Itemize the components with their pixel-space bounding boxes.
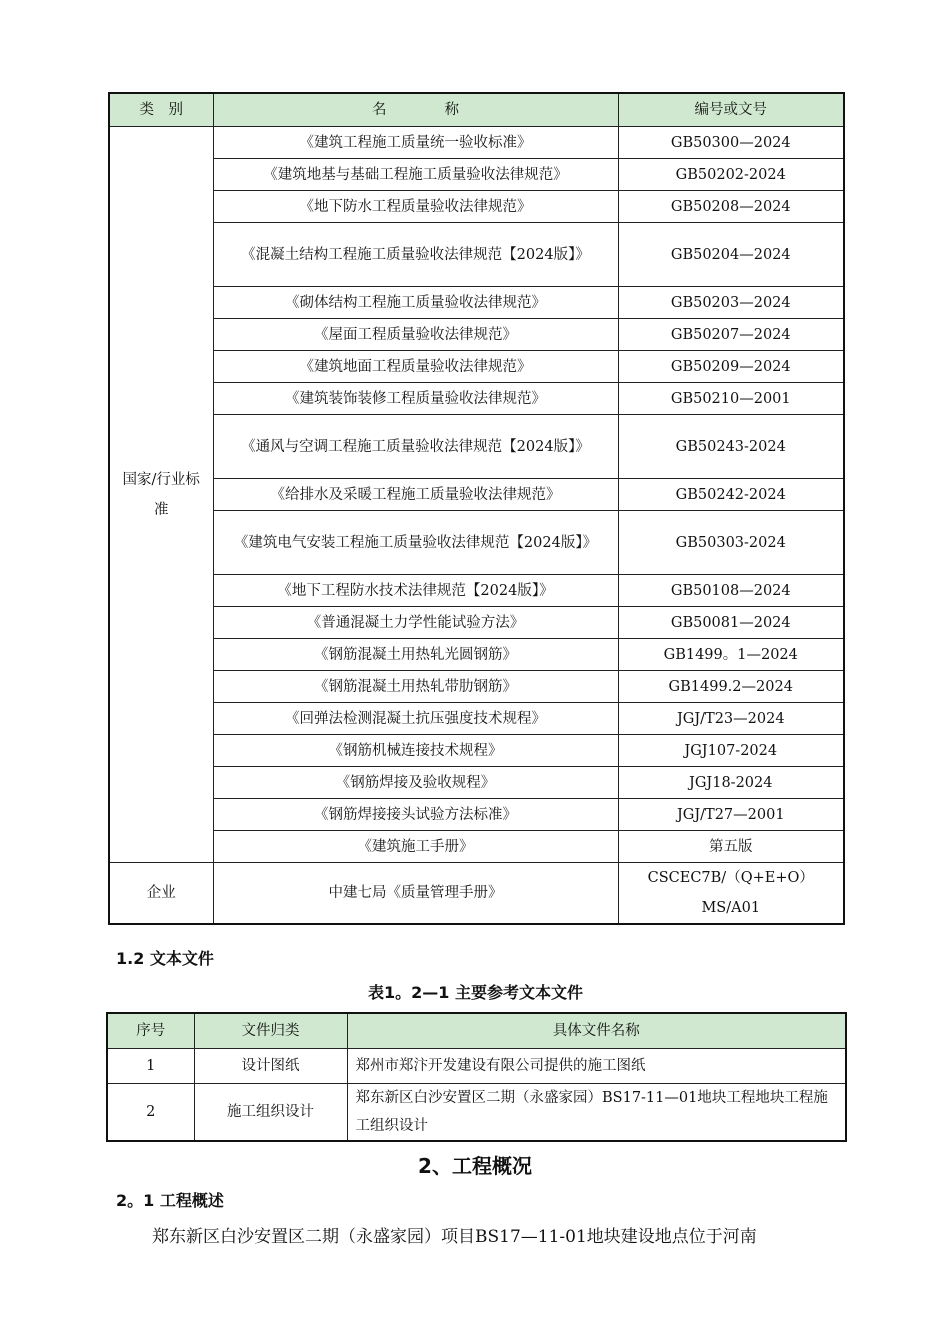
doc-no: 1 xyxy=(107,1049,194,1084)
standard-code: CSCEC7B/（Q+E+O）MS/A01 xyxy=(618,863,844,925)
standard-name: 《建筑装饰装修工程质量验收法律规范》 xyxy=(213,383,618,415)
standard-name: 《钢筋混凝土用热轧带肋钢筋》 xyxy=(213,671,618,703)
standard-name: 中建七局《质量管理手册》 xyxy=(213,863,618,925)
header-doc-category: 文件归类 xyxy=(194,1013,347,1049)
standard-name: 《建筑施工手册》 xyxy=(213,831,618,863)
standard-code: GB50207—2024 xyxy=(618,319,844,351)
standard-name: 《钢筋焊接接头试验方法标准》 xyxy=(213,799,618,831)
table-header-row xyxy=(109,93,844,127)
table-row xyxy=(109,159,844,191)
section-heading-1-2: 1.2 文本文件 xyxy=(116,949,214,968)
standard-code: JGJ/T27—2001 xyxy=(618,799,844,831)
section-heading-2-1: 2。1 工程概述 xyxy=(116,1191,224,1210)
standard-name: 《建筑电气安装工程施工质量验收法律规范【2024版】》 xyxy=(213,511,618,575)
standard-code: GB50303-2024 xyxy=(618,511,844,575)
table-row xyxy=(109,127,844,159)
table-caption: 表1。2—1 主要参考文本文件 xyxy=(368,983,583,1002)
table-row xyxy=(109,383,844,415)
standard-name: 《钢筋混凝土用热轧光圆钢筋》 xyxy=(213,639,618,671)
doc-name: 郑州市郑汴开发建设有限公司提供的施工图纸 xyxy=(347,1049,846,1084)
standards-table xyxy=(108,92,845,925)
standard-name: 《混凝土结构工程施工质量验收法律规范【2024版】》 xyxy=(213,223,618,287)
table-row xyxy=(109,703,844,735)
category-enterprise: 企业 xyxy=(109,863,213,925)
standard-code: GB1499.2—2024 xyxy=(618,671,844,703)
table-row-enterprise xyxy=(109,863,844,925)
reference-docs-table xyxy=(106,1012,847,1142)
standard-code: GB50209—2024 xyxy=(618,351,844,383)
standard-name: 《建筑工程施工质量统一验收标准》 xyxy=(213,127,618,159)
standard-code: GB50204—2024 xyxy=(618,223,844,287)
standard-name: 《屋面工程质量验收法律规范》 xyxy=(213,319,618,351)
header-code: 编号或文号 xyxy=(618,93,844,127)
standard-code: GB50108—2024 xyxy=(618,575,844,607)
standard-code: JGJ/T23—2024 xyxy=(618,703,844,735)
table-row xyxy=(107,1084,846,1142)
standard-code: 第五版 xyxy=(618,831,844,863)
doc-no: 2 xyxy=(107,1084,194,1142)
doc-category: 施工组织设计 xyxy=(194,1084,347,1142)
standard-code: GB50202-2024 xyxy=(618,159,844,191)
header-no: 序号 xyxy=(107,1013,194,1049)
standard-code: GB50300—2024 xyxy=(618,127,844,159)
table-row xyxy=(109,735,844,767)
standard-code: GB1499。1—2024 xyxy=(618,639,844,671)
standard-code: JGJ18-2024 xyxy=(618,767,844,799)
table-header-row xyxy=(107,1013,846,1049)
standard-code: GB50203—2024 xyxy=(618,287,844,319)
standard-code: GB50081—2024 xyxy=(618,607,844,639)
table-row xyxy=(109,575,844,607)
table-row xyxy=(109,415,844,479)
standard-code: GB50210—2001 xyxy=(618,383,844,415)
table-row xyxy=(109,831,844,863)
standard-code: GB50208—2024 xyxy=(618,191,844,223)
doc-name: 郑东新区白沙安置区二期（永盛家园）BS17-11—01地块工程地块工程施工组织设计 xyxy=(347,1084,846,1142)
table-row xyxy=(109,223,844,287)
standard-name: 《通风与空调工程施工质量验收法律规范【2024版】》 xyxy=(213,415,618,479)
standard-name: 《建筑地基与基础工程施工质量验收法律规范》 xyxy=(213,159,618,191)
table-row xyxy=(107,1049,846,1084)
standard-code: GB50242-2024 xyxy=(618,479,844,511)
standard-name: 《钢筋焊接及验收规程》 xyxy=(213,767,618,799)
header-category: 类 别 xyxy=(109,93,213,127)
doc-category: 设计图纸 xyxy=(194,1049,347,1084)
table-row xyxy=(109,607,844,639)
standard-name: 《砌体结构工程施工质量验收法律规范》 xyxy=(213,287,618,319)
standard-name: 《回弹法检测混凝土抗压强度技术规程》 xyxy=(213,703,618,735)
standard-name: 《建筑地面工程质量验收法律规范》 xyxy=(213,351,618,383)
standard-name: 《普通混凝土力学性能试验方法》 xyxy=(213,607,618,639)
standard-name: 《地下防水工程质量验收法律规范》 xyxy=(213,191,618,223)
header-doc-name: 具体文件名称 xyxy=(347,1013,846,1049)
body-paragraph: 郑东新区白沙安置区二期（永盛家园）项目BS17—11-01地块建设地点位于河南 xyxy=(152,1227,757,1247)
table-row xyxy=(109,639,844,671)
table-row xyxy=(109,767,844,799)
standard-code: GB50243-2024 xyxy=(618,415,844,479)
header-name: 名 称 xyxy=(213,93,618,127)
standard-name: 《给排水及采暖工程施工质量验收法律规范》 xyxy=(213,479,618,511)
standard-name: 《钢筋机械连接技术规程》 xyxy=(213,735,618,767)
table-row xyxy=(109,799,844,831)
table-row xyxy=(109,191,844,223)
standard-name: 《地下工程防水技术法律规范【2024版】》 xyxy=(213,575,618,607)
table-row xyxy=(109,671,844,703)
table-row xyxy=(109,287,844,319)
section-heading-2: 2、工程概况 xyxy=(418,1154,532,1178)
table-row xyxy=(109,511,844,575)
table-row xyxy=(109,319,844,351)
table-row xyxy=(109,479,844,511)
standard-code: JGJ107-2024 xyxy=(618,735,844,767)
category-national: 国家/行业标准 xyxy=(109,127,213,863)
table-row xyxy=(109,351,844,383)
